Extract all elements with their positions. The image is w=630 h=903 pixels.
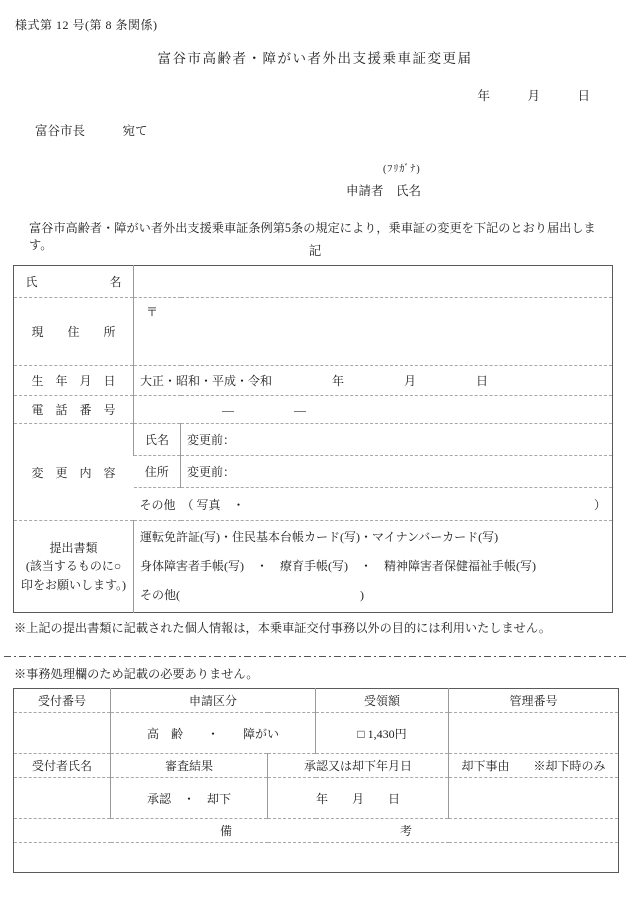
result-header: 審査結果 <box>111 754 268 778</box>
row-birthdate <box>14 366 613 396</box>
documents-line3: その他( ) <box>140 588 364 602</box>
row-documents <box>14 521 613 613</box>
documents-label-line2: (該当するものに○ <box>25 559 122 574</box>
approval-date-field: 年 月 日 <box>268 778 449 819</box>
ki-label: 記 <box>308 244 322 258</box>
change-other-close-paren: ） <box>593 497 606 512</box>
form-number: 様式第 12 号(第 8 条関係) <box>15 18 158 32</box>
change-name-sublabel: 氏名 <box>134 424 181 456</box>
office-value-row-1 <box>14 713 619 754</box>
control-no-field <box>449 713 619 754</box>
remarks-label-right: 考 <box>400 824 413 838</box>
name-label: 氏 名 <box>25 275 122 289</box>
documents-field <box>134 521 613 613</box>
phone-label: 電 話 番 号 <box>14 396 134 424</box>
approval-date-header: 承認又は却下年月日 <box>268 754 449 778</box>
remarks-header-row <box>14 819 619 843</box>
row-phone <box>14 396 613 424</box>
row-change-name <box>14 424 613 456</box>
documents-label-line3: 印をお願いします。) <box>20 577 127 592</box>
documents-label <box>14 521 134 613</box>
remarks-header <box>14 819 619 843</box>
birthdate-label: 生 年 月 日 <box>14 366 134 396</box>
control-no-header: 管理番号 <box>449 689 619 713</box>
office-header-row-2 <box>14 754 619 778</box>
documents-label-line1: 提出書類 <box>49 540 98 555</box>
rejection-field <box>449 778 619 819</box>
remarks-value-row <box>14 843 619 873</box>
receiver-field <box>14 778 111 819</box>
remarks-field <box>14 843 619 873</box>
office-header-row-1 <box>14 689 619 713</box>
furigana-label: (ﾌﾘｶﾞﾅ) <box>383 164 421 175</box>
change-addr-sublabel: 住所 <box>134 456 181 488</box>
result-field: 承認 ・ 却下 <box>111 778 268 819</box>
change-name-field: 変更前： <box>181 424 613 456</box>
amount-value: 1,430円 <box>367 726 407 741</box>
change-other-field <box>134 488 613 521</box>
date-line: 年 月 日 <box>477 89 590 103</box>
row-address <box>14 298 613 366</box>
page-title: 富谷市高齢者・障がい者外出支援乗車証変更届 <box>157 51 473 66</box>
row-name <box>14 266 613 298</box>
category-header: 申請区分 <box>111 689 316 713</box>
amount-header: 受領額 <box>316 689 449 713</box>
rejection-header: 却下事由 ※却下時のみ <box>449 754 619 778</box>
change-other-text: その他 （ 写真 ・ <box>139 497 245 512</box>
change-label: 変 更 内 容 <box>14 424 134 521</box>
office-use-note: ※事務処理欄のため記載の必要ありません。 <box>14 667 259 681</box>
office-value-row-2 <box>14 778 619 819</box>
documents-line2: 身体障害者手帳(写) ・ 療育手帳(写) ・ 精神障害者保健福祉手帳(写) <box>140 559 536 573</box>
applicant-table <box>13 265 613 613</box>
postal-mark: 〒 <box>146 305 159 319</box>
dash-dot-separator <box>4 656 626 657</box>
office-use-table <box>13 688 619 873</box>
privacy-note: ※上記の提出書類に記載された個人情報は，本乗車証交付事務以外の目的には利用いたしません。 <box>14 621 551 635</box>
applicant-name-label: 申請者 氏名 <box>346 184 422 198</box>
receipt-no-field <box>14 713 111 754</box>
receipt-no-header: 受付番号 <box>37 694 86 708</box>
documents-line1: 運転免許証(写)・住民基本台帳カード(写)・マイナンバーカード(写) <box>140 530 499 544</box>
address-field <box>134 298 613 366</box>
amount-field <box>316 713 449 754</box>
phone-field: ― ― <box>134 396 613 424</box>
birthdate-field: 大正・昭和・平成・令和 年 月 日 <box>134 366 613 396</box>
change-addr-field: 変更前： <box>181 456 613 488</box>
remarks-label-left: 備 <box>219 824 232 838</box>
category-field: 高 齢 ・ 障がい <box>111 713 316 754</box>
addressee-line: 富谷市長 宛て <box>35 124 148 138</box>
receiver-header: 受付者氏名 <box>14 754 111 778</box>
address-label: 現 住 所 <box>14 298 134 366</box>
name-field <box>134 266 613 298</box>
body-text: 富谷市高齢者・障がい者外出支援乗車証条例第5条の規定により，乗車証の変更を下記のとおり届出します。 <box>29 221 596 252</box>
amount-checkbox: □ <box>357 726 365 741</box>
